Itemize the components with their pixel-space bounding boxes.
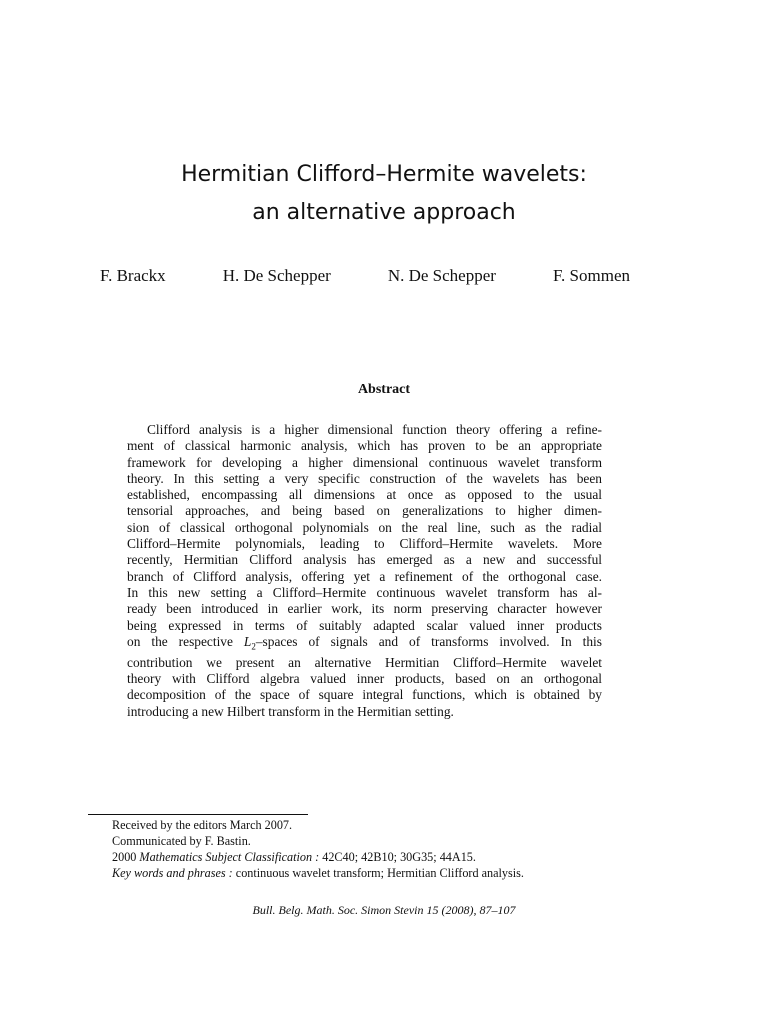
- author-name: F. Brackx: [100, 266, 166, 285]
- paper-title: [0, 156, 768, 232]
- l2-symbol: L: [243, 633, 252, 649]
- keywords-label: Key words and phrases :: [112, 866, 233, 880]
- abstract-body: [127, 422, 602, 720]
- abstract-line: being expressed in terms of suitably adapted scalar valued inner products: [127, 617, 602, 633]
- communicated-note: Communicated by F. Bastin.: [112, 834, 251, 848]
- abstract-line: ment of classical harmonic analysis, which has proven to be an appropriate: [127, 438, 602, 454]
- abstract-heading: Abstract: [357, 382, 411, 397]
- footnotes: [112, 817, 632, 881]
- author-list: [100, 266, 630, 286]
- msc-note: [112, 849, 632, 865]
- abstract-line: contribution we present an alternative Hermitian Clifford–Hermite wavelet: [127, 654, 602, 670]
- abstract-line-l2: [127, 634, 602, 655]
- abstract-line: introducing a new Hilbert transform in the Hermitian setting.: [127, 703, 454, 719]
- title-line-2: an alternative approach: [252, 200, 516, 225]
- msc-label: Mathematics Subject Classification :: [139, 850, 320, 864]
- abstract-line: recently, Hermitian Clifford analysis has emerged as a new and successful: [127, 552, 602, 568]
- journal-citation: Bull. Belg. Math. Soc. Simon Stevin 15 (2008), 87–107: [252, 903, 516, 917]
- title-line-1: Hermitian Clifford–Hermite wavelets:: [181, 162, 587, 187]
- footnote-rule: [88, 814, 308, 815]
- abstract-text: –spaces of signals and of transforms involved. In this: [255, 633, 602, 649]
- abstract-line: theory. In this setting a very specific construction of the wavelets has been: [127, 470, 602, 486]
- abstract-line: framework for developing a higher dimensional continuous wavelet transform: [127, 454, 602, 470]
- abstract-line: Clifford analysis is a higher dimensional function theory offering a refine-: [147, 422, 602, 437]
- msc-year: 2000: [112, 850, 140, 864]
- abstract-line: Clifford–Hermite polynomials, leading to Clifford–Hermite wavelets. More: [127, 536, 602, 552]
- abstract-line: branch of Clifford analysis, offering yet a refinement of the orthogonal case.: [127, 568, 602, 584]
- keywords: continuous wavelet transform; Hermitian Clifford analysis.: [232, 866, 524, 880]
- author-name: F. Sommen: [552, 266, 630, 285]
- abstract-line: established, encompassing all dimensions at once as opposed to the usual: [127, 487, 602, 503]
- abstract-line: decomposition of the space of square integral functions, which is obtained by: [127, 687, 602, 703]
- abstract-line: ready been introduced in earlier work, its norm preserving character however: [127, 601, 602, 617]
- abstract-line: tensorial approaches, and being based on generalizations to higher dimen-: [127, 503, 602, 519]
- keywords-note: [112, 865, 632, 881]
- received-note: Received by the editors March 2007.: [112, 818, 293, 832]
- abstract-line: sion of classical orthogonal polynomials on the real line, such as the radial: [127, 519, 602, 535]
- author-name: N. De Schepper: [387, 266, 496, 285]
- author-name: H. De Schepper: [222, 266, 331, 285]
- abstract-line: theory with Clifford algebra valued inner products, based on an orthogonal: [127, 671, 602, 687]
- abstract-line: In this new setting a Clifford–Hermite continuous wavelet transform has al-: [127, 584, 602, 600]
- abstract-text: on the respective: [127, 633, 244, 649]
- l2-subscript: 2: [251, 641, 256, 652]
- msc-codes: 42C40; 42B10; 30G35; 44A15.: [319, 850, 476, 864]
